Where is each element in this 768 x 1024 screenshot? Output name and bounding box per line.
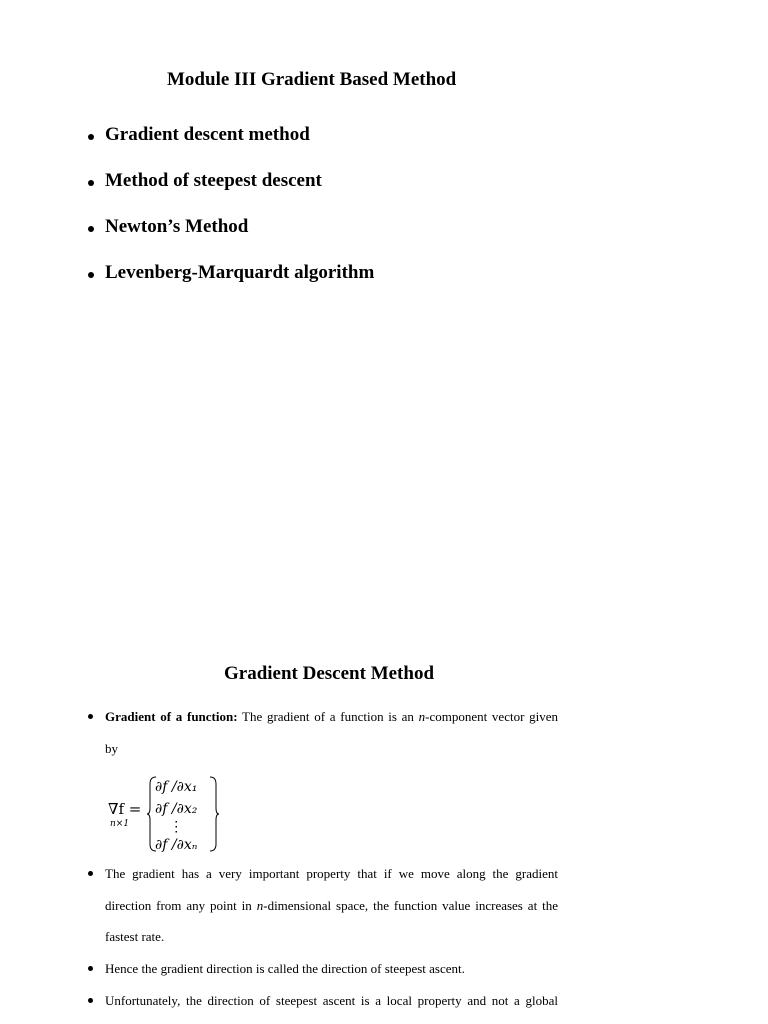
bullet-icon: [88, 272, 94, 278]
bullet-icon: [88, 966, 93, 971]
item-line: Hence the gradient direction is called the direction of steepest ascent.: [105, 961, 465, 976]
gradient-vector: ∂f /∂x₁ ∂f /∂x₂ ⋮ ∂f /∂xₙ: [155, 779, 198, 853]
list-item: [88, 701, 558, 764]
item-line: Gradient of a function: The gradient of a function is an n-component vector given: [105, 709, 558, 724]
equation-lhs: ∇f =: [108, 800, 142, 818]
list-item: [88, 985, 558, 1017]
bullet-icon: [88, 134, 94, 140]
item-line: Unfortunately, the direction of steepest ascent is a local property and not a global: [105, 993, 558, 1008]
module-title: Module III Gradient Based Method: [167, 69, 457, 90]
item-line: The gradient has a very important property that if we move along the gradient: [105, 866, 558, 881]
list-item: [88, 953, 558, 985]
list-item: [88, 858, 558, 953]
item-line: fastest rate.: [105, 929, 165, 944]
item-line: direction from any point in n-dimensional space, the function value increases at the: [105, 897, 558, 913]
section-title: Gradient Descent Method: [224, 663, 435, 684]
item-line: by: [105, 740, 118, 756]
term-label: Gradient of a function:: [105, 709, 238, 724]
right-brace-icon: [208, 776, 220, 852]
bullet-icon: [88, 226, 94, 232]
bullet-icon: [88, 180, 94, 186]
equation-subscript: n×1: [110, 819, 130, 829]
bullet-icon: [88, 998, 93, 1003]
bullet-icon: [88, 714, 93, 719]
bullet-icon: [88, 871, 93, 876]
gradient-equation: [108, 772, 228, 852]
